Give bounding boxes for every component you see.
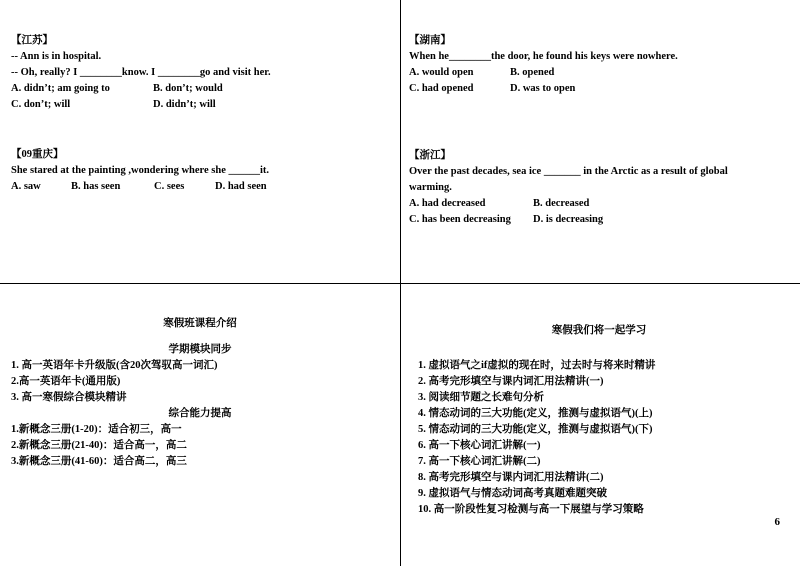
course-item: 1.新概念三册(1-20)：适合初三，高一 [11,424,182,435]
option-c: C. don’t; will [11,99,71,110]
study-together [409,323,789,518]
question-zhejiang [409,148,728,228]
topic-item: 8. 高考完形填空与课内词汇用法精讲(二) [418,472,604,483]
question-tag: 【09重庆】 [11,149,64,160]
option-b: B. has seen [71,181,121,192]
section-title: 寒假班课程介绍 [163,318,237,329]
option-b: B. don’t; would [153,83,223,94]
course-item: 2.高一英语年卡(通用版) [11,376,121,387]
option-row [409,65,678,81]
course-item: 2.新概念三册(21-40)：适合高一，高二 [11,440,187,451]
question-line: -- Oh, really? I ________know. I ________go and visit her. [11,67,271,78]
question-line: warming. [409,182,452,193]
question-chongqing [11,147,269,195]
option-b: B. decreased [533,198,590,209]
question-jiangsu [11,33,271,113]
option-a: A. saw [11,181,41,192]
topic-item: 7. 高一下核心词汇讲解(二) [418,456,541,467]
topic-item: 5. 情态动词的三大功能(定义，推测与虚拟语气)(下) [418,424,653,435]
option-b: B. opened [510,67,555,78]
option-row [409,196,728,212]
option-d: D. had seen [215,181,267,192]
question-tag: 【湖南】 [409,35,451,46]
question-hunan [409,33,678,97]
option-d: D. didn’t; will [153,99,216,110]
question-line: When he________the door, he found his keys were nowhere. [409,51,678,62]
option-c: C. has been decreasing [409,214,511,225]
topic-item: 4. 情态动词的三大功能(定义，推测与虚拟语气)(上) [418,408,653,419]
option-a: A. didn’t; am going to [11,83,110,94]
option-c: C. sees [154,181,185,192]
course-item: 3. 高一寒假综合模块精讲 [11,392,127,403]
subsection-heading: 综合能力提高 [168,408,232,419]
option-row [11,81,271,97]
horizontal-divider [0,283,800,284]
option-a: A. had decreased [409,198,486,209]
question-line: She stared at the painting ,wondering where she ______it. [11,165,270,176]
course-item: 1. 高一英语年卡升级版(含20次驾驭高一词汇) [11,360,218,371]
option-row [409,81,678,97]
page-number: 6 [774,516,780,528]
topic-item: 10. 高一阶段性复习检测与高一下展望与学习策略 [418,504,644,515]
subsection-heading: 学期模块同步 [168,344,232,355]
option-d: D. was to open [510,83,576,94]
topic-item: 6. 高一下核心词汇讲解(一) [418,440,541,451]
topic-item: 2. 高考完形填空与课内词汇用法精讲(一) [418,376,604,387]
course-item: 3.新概念三册(41-60)：适合高二，高三 [11,456,187,467]
topic-item: 9. 虚拟语气与情态动词高考真题难题突破 [418,488,607,499]
option-a: A. would open [409,67,474,78]
topic-item: 3. 阅读细节题之长难句分析 [418,392,544,403]
question-line: -- Ann is in hospital. [11,51,102,62]
section-title: 寒假我们将一起学习 [551,325,647,336]
option-d: D. is decreasing [533,214,604,225]
option-row [409,212,728,228]
question-line: Over the past decades, sea ice _______ in the Arctic as a result of global [409,166,728,177]
question-tag: 【江苏】 [11,35,53,46]
option-row [11,97,271,113]
option-c: C. had opened [409,83,474,94]
option-row [11,179,269,195]
topic-item: 1. 虚拟语气之if虚拟的现在时，过去时与将来时精讲 [418,360,656,371]
question-tag: 【浙江】 [409,150,451,161]
winter-courses [11,316,389,470]
